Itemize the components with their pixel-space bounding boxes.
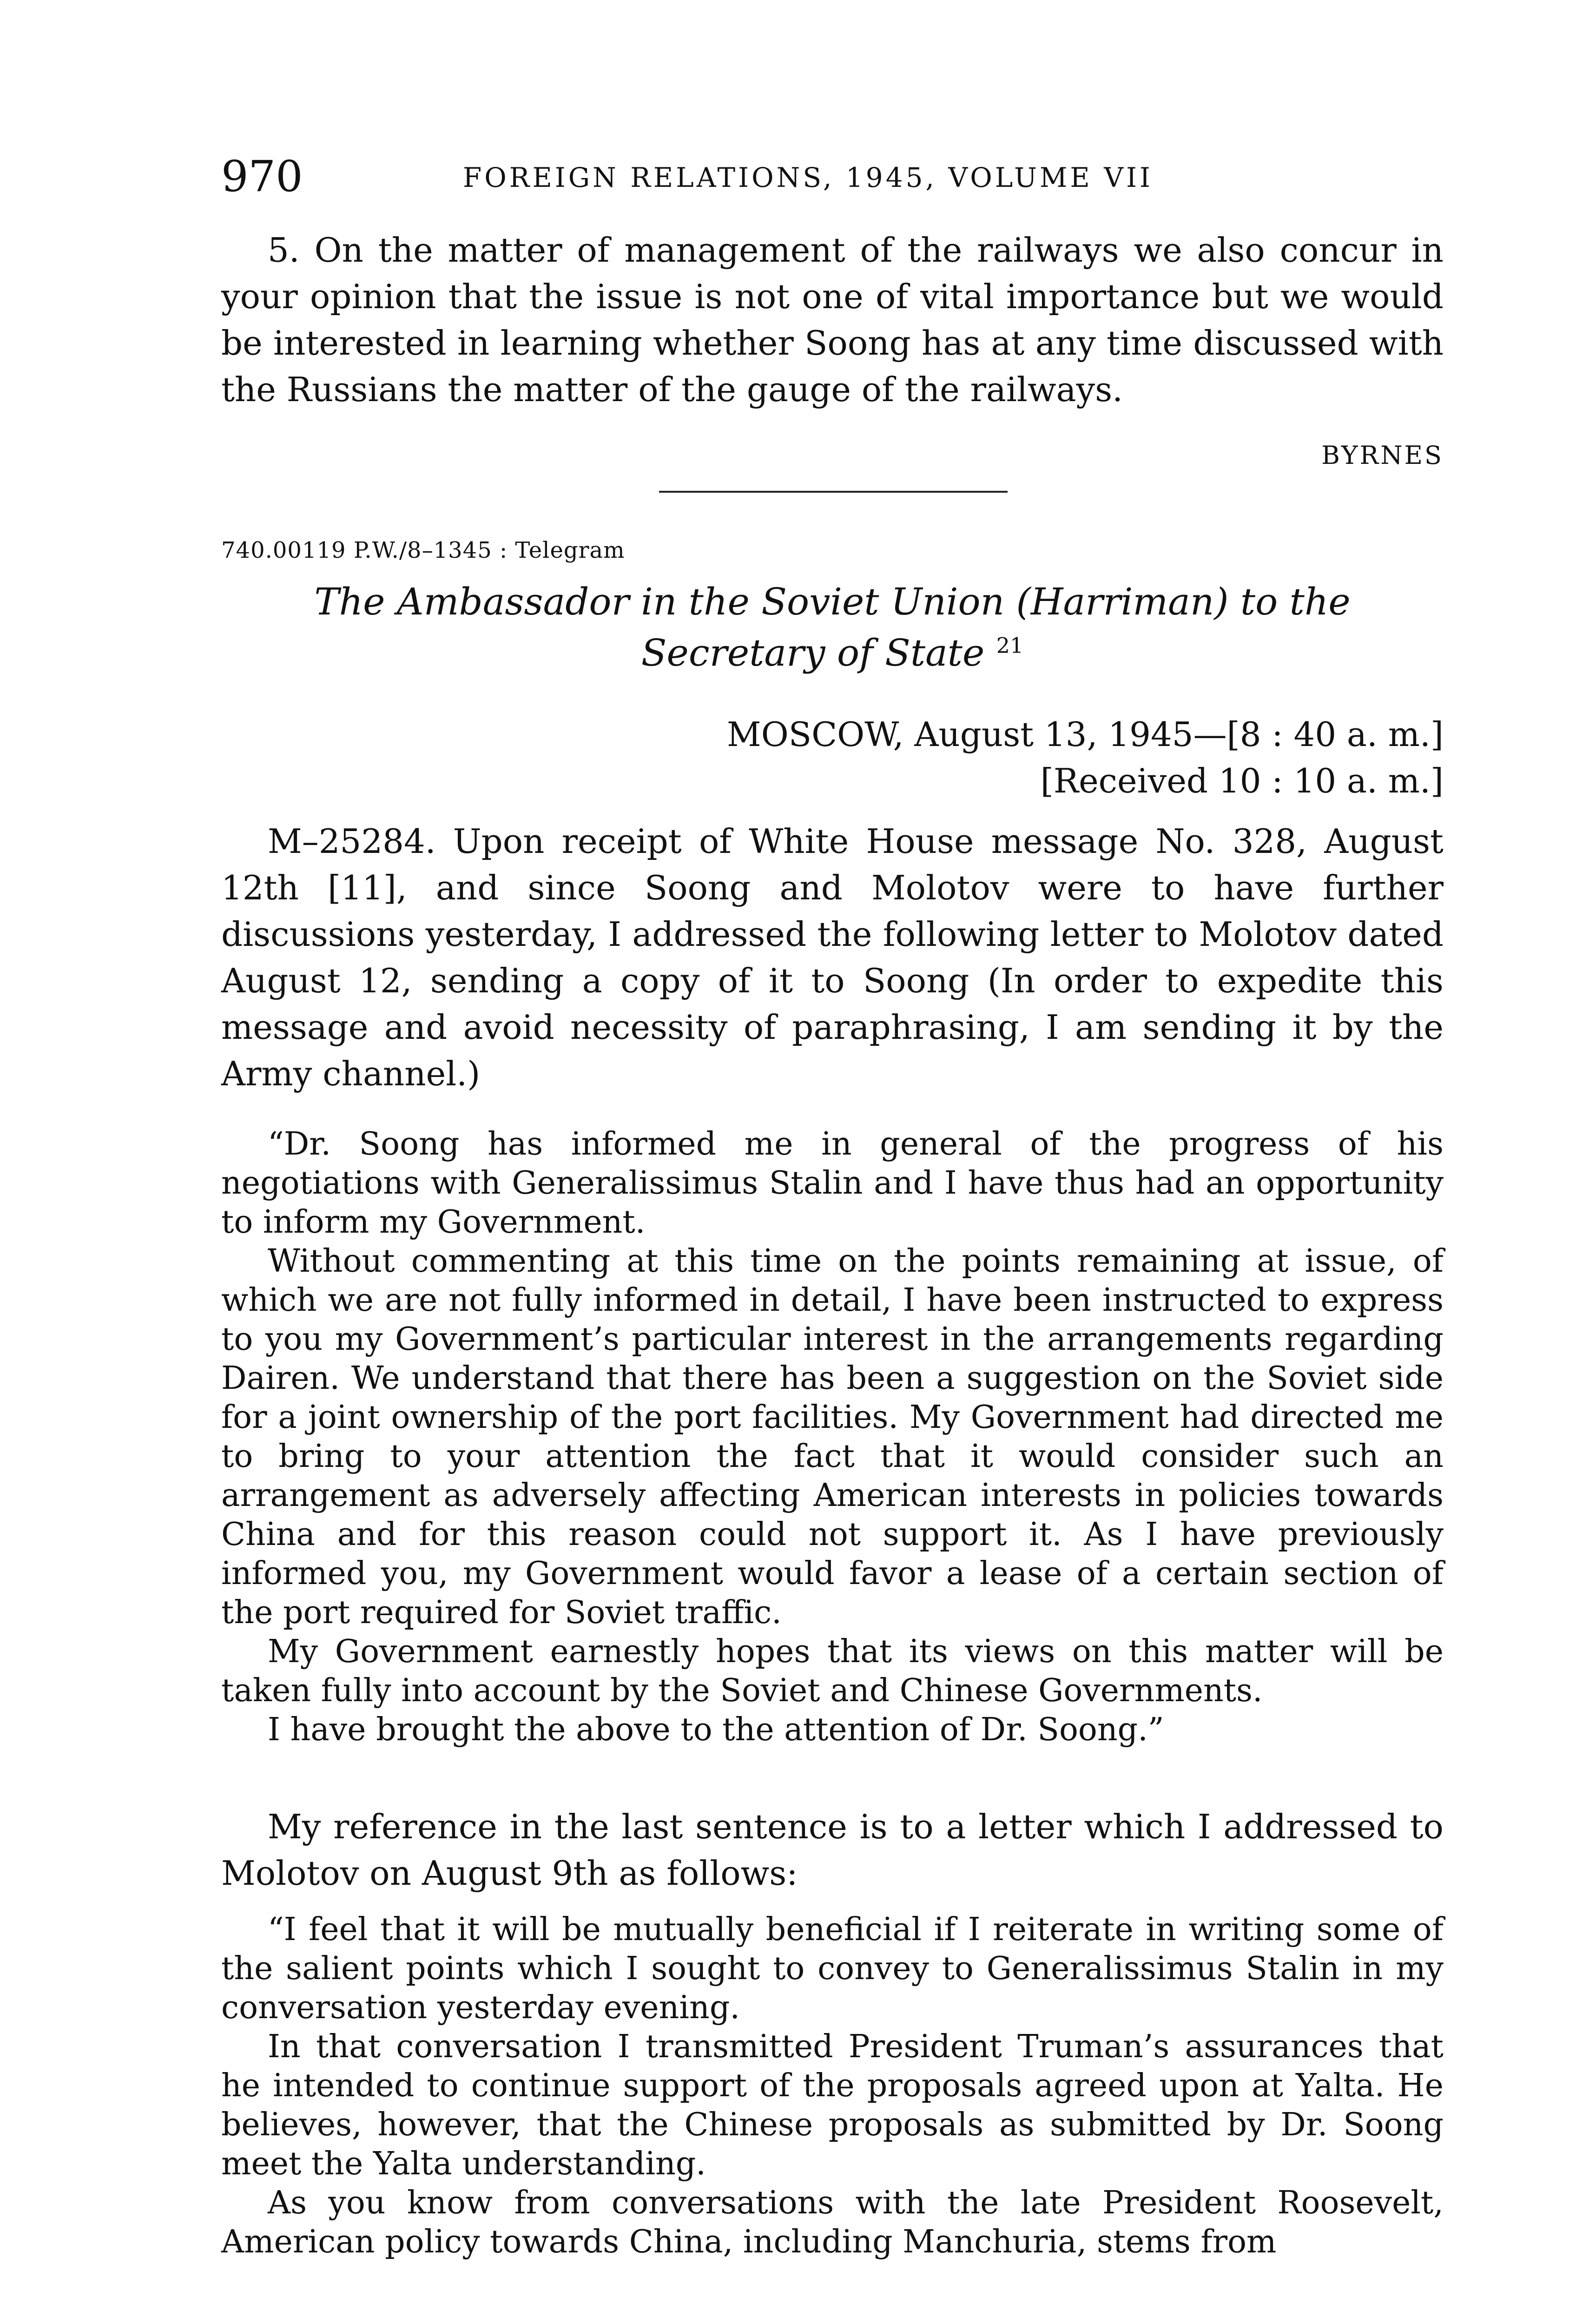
running-head	[221, 149, 1444, 205]
running-title: FOREIGN RELATIONS, 1945, VOLUME VII	[463, 162, 1153, 193]
document-title-text: The Ambassador in the Soviet Union (Harriman) to the Secretary of State	[314, 580, 1351, 674]
signature: BYRNES	[1321, 441, 1444, 470]
reference-paragraph: My reference in the last sentence is to a letter which I addressed to Molotov on August 9th as follows:	[221, 1807, 1444, 1893]
letter-august-12	[221, 1125, 1444, 1750]
letter-paragraph: In that conversation I transmitted President Truman’s assurances that he intended to continue support of the proposals agreed upon at Yalta. He believes, however, that the Chinese proposals as submitted by Dr. Soong meet the Yalta understanding.	[221, 2028, 1444, 2182]
file-reference: 740.00119 P.W./8–1345 : Telegram	[221, 537, 625, 563]
dateline-place-date: MOSCOW, August 13, 1945—[8 : 40 a. m.]	[727, 715, 1444, 754]
title-footnote-mark: 21	[996, 633, 1024, 658]
letter-paragraph: Without commenting at this time on the points remaining at issue, of which we are not fully informed in detail, I have been instructed to express to you my Government’s particular interest in the arrangements regarding Dairen. We understand that there has been a suggestion on the Soviet side for a joint ownership of the port facilities. My Government had directed me to bring to your attention the fact that it would consider such an arrangement as adversely affecting American interests in policies towards China and for this reason could not support it. As I have previously informed you, my Government would favor a lease of a certain section of the port required for Soviet traffic.	[221, 1243, 1444, 1631]
message-intro: M–25284. Upon receipt of White House message No. 328, August 12th [11], and since Soong and Molotov were to have further discussions yesterday, I addressed the following letter to Molotov dated August 12, sending a copy of it to Soong (In order to expedite this message and avoid necessity of paraphrasing, I am sending it by the Army channel.)	[221, 822, 1444, 1093]
letter-paragraph: My Government earnestly hopes that its views on this matter will be taken fully into account by the Soviet and Chinese Governments.	[221, 1633, 1444, 1709]
letter-paragraph: As you know from conversations with the late President Roosevelt, American policy towards China, including Manchuria, stems from	[221, 2185, 1444, 2260]
letter-paragraph: “Dr. Soong has informed me in general of the progress of his negotiations with Generalissimus Stalin and I have thus had an opportunity to inform my Government.	[221, 1126, 1444, 1241]
page-number: 970	[221, 152, 303, 201]
letter-paragraph: “I feel that it will be mutually beneficial if I reiterate in writing some of the salient points which I sought to convey to Generalissimus Stalin in my conversation yesterday evening.	[221, 1911, 1444, 2026]
dateline-received: [Received 10 : 10 a. m.]	[1040, 761, 1444, 800]
section-divider	[659, 491, 1008, 493]
letter-august-9	[221, 1910, 1444, 2262]
dateline	[727, 711, 1444, 804]
document-title	[221, 576, 1444, 679]
paragraph-5: 5. On the matter of management of the railways we also concur in your opinion that the issue is not one of vital importance but we would be interested in learning whether Soong has at any time discussed with the Russians the matter of the gauge of the railways.	[221, 231, 1444, 409]
letter-paragraph: I have brought the above to the attention of Dr. Soong.”	[268, 1711, 1164, 1748]
